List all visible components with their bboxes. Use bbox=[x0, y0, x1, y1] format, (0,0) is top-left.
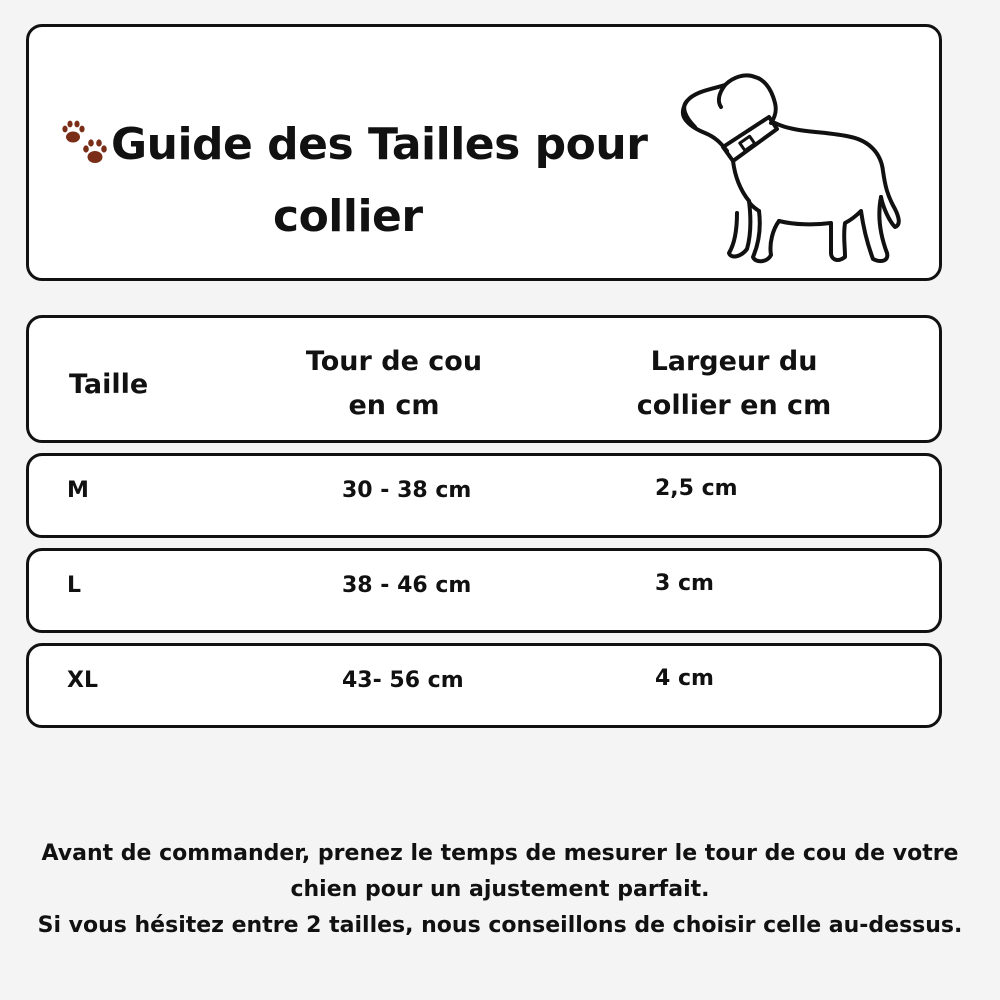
column-header-width-line1: Largeur du bbox=[650, 346, 818, 377]
table-row bbox=[26, 548, 942, 633]
footer-note bbox=[0, 836, 1000, 944]
table-header-row bbox=[26, 315, 942, 443]
table-row bbox=[26, 453, 942, 538]
column-header-neck-line2: en cm bbox=[348, 390, 440, 421]
width-cell: 4 cm bbox=[655, 666, 714, 691]
paw-prints-icon bbox=[59, 119, 111, 167]
column-header-neck-line1: Tour de cou bbox=[305, 346, 483, 377]
width-cell: 3 cm bbox=[655, 571, 714, 596]
neck-cell: 38 - 46 cm bbox=[342, 573, 472, 598]
size-cell: M bbox=[67, 478, 89, 503]
size-cell: XL bbox=[67, 668, 98, 693]
table-row bbox=[26, 643, 942, 728]
dog-with-collar-illustration bbox=[655, 67, 901, 267]
footer-line-3: Si vous hésitez entre 2 tailles, nous conseillons de choisir celle au-dessus. bbox=[37, 913, 963, 938]
size-cell: L bbox=[67, 573, 82, 598]
neck-cell: 30 - 38 cm bbox=[342, 478, 472, 503]
column-header-size: Taille bbox=[69, 369, 149, 400]
width-cell: 2,5 cm bbox=[655, 476, 738, 501]
neck-cell: 43- 56 cm bbox=[342, 668, 464, 693]
page-title-continued: collier bbox=[273, 191, 423, 242]
page-title: Guide des Tailles pour bbox=[111, 119, 648, 170]
footer-line-1: Avant de commander, prenez le temps de mesurer le tour de cou de votre bbox=[41, 841, 959, 866]
column-header-neck bbox=[294, 340, 494, 428]
footer-line-2: chien pour un ajustement parfait. bbox=[290, 877, 710, 902]
column-header-width-line2: collier en cm bbox=[636, 390, 832, 421]
column-header-width bbox=[619, 340, 849, 428]
header-card bbox=[26, 24, 942, 281]
